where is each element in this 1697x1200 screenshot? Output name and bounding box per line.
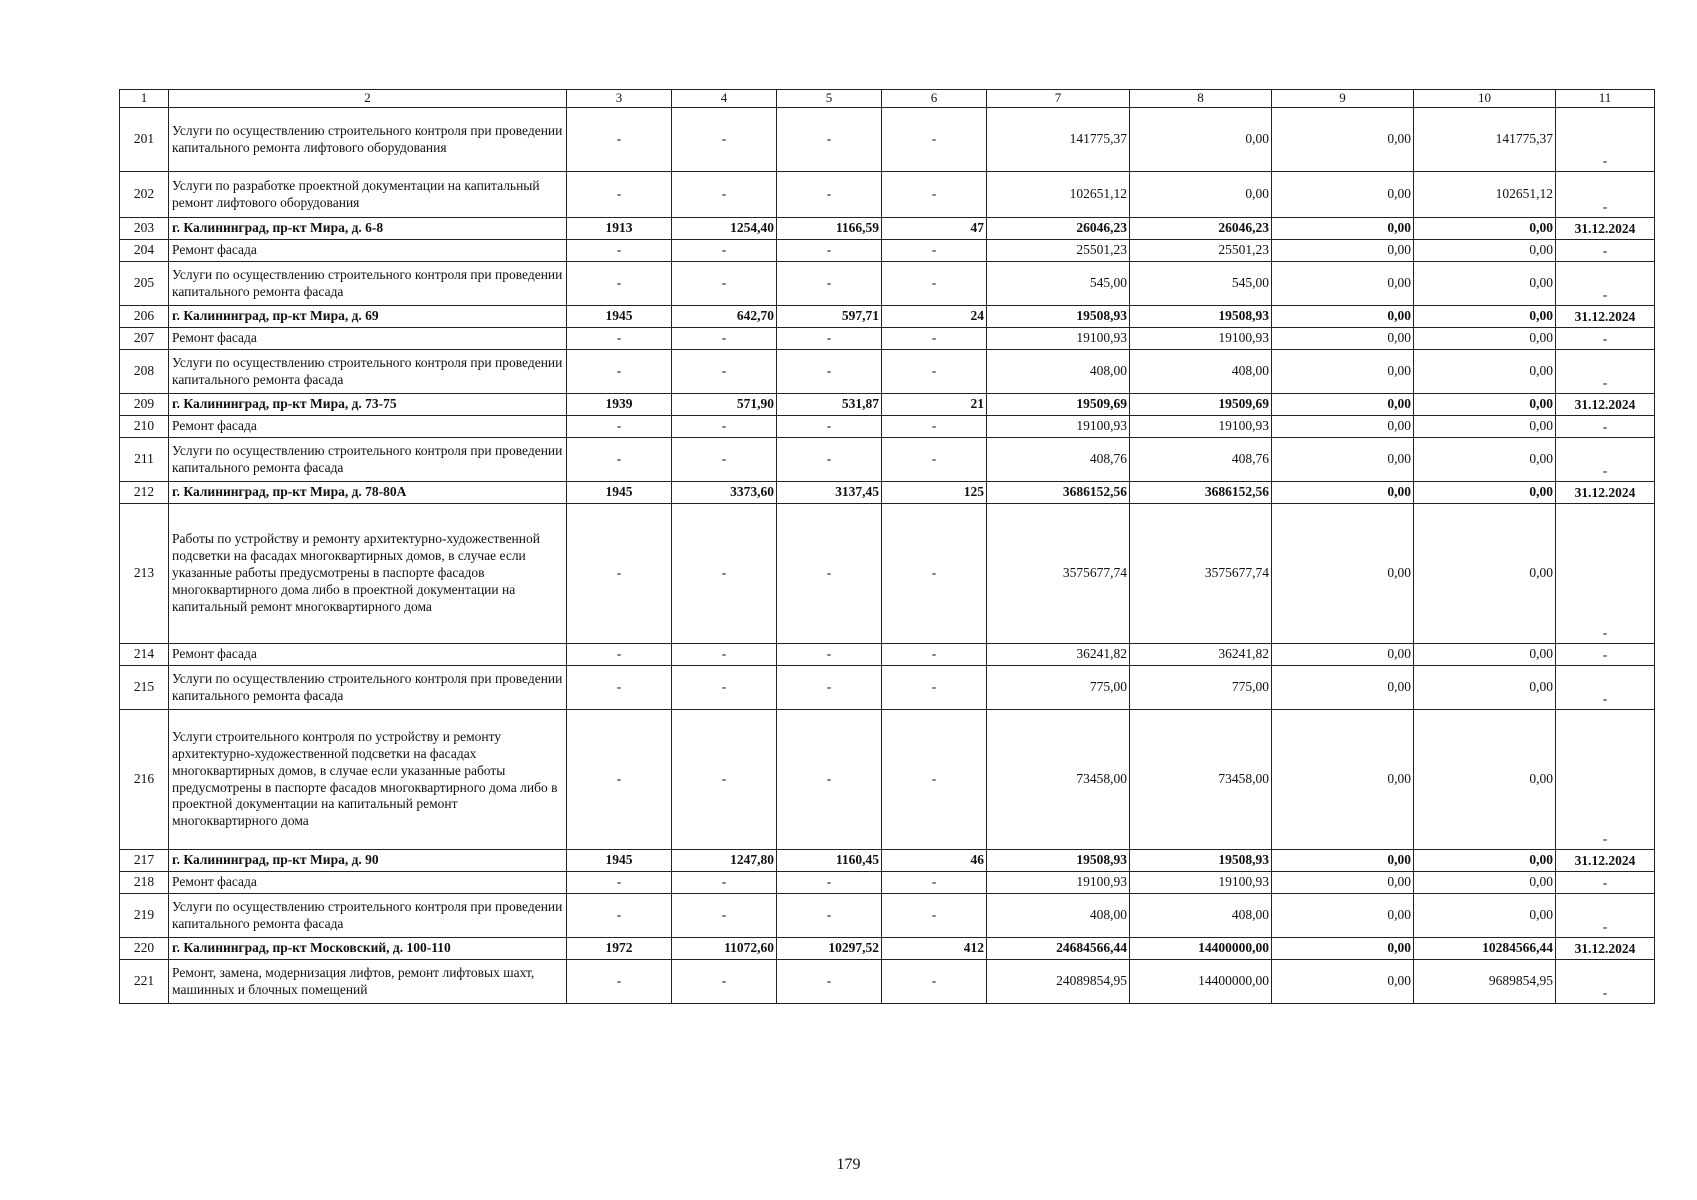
work-name-cell: Ремонт фасада (169, 416, 567, 438)
row-number-cell: 214 (120, 644, 169, 666)
total-cost-cell: 36241,82 (987, 644, 1130, 666)
table-row (120, 438, 1655, 482)
budget-amount-cell: 0,00 (1272, 938, 1414, 960)
fund-amount-cell: 0,00 (1130, 108, 1272, 172)
total-area-cell: - (672, 262, 777, 306)
residents-count-cell: - (882, 172, 987, 218)
work-name-cell: Работы по устройству и ремонту архитектурно-художественной подсветки на фасадах многоквартирных домов, в случае если указанные работы предусмотрены в паспорте фасадов многоквартирного дома либо в проектной документации на капитальный ремонт многоквартирного дома (169, 504, 567, 644)
budget-amount-cell: 0,00 (1272, 666, 1414, 710)
residents-count-cell: - (882, 328, 987, 350)
work-name-cell: Услуги по осуществлению строительного контроля при проведении капитального ремонта фасада (169, 350, 567, 394)
work-name-cell: г. Калининград, пр-кт Мира, д. 90 (169, 850, 567, 872)
completion-date-cell: - (1556, 710, 1655, 850)
row-number-cell: 218 (120, 872, 169, 894)
work-name-cell: г. Калининград, пр-кт Московский, д. 100-110 (169, 938, 567, 960)
table-row (120, 482, 1655, 504)
residential-area-cell: - (777, 350, 882, 394)
residents-count-cell: - (882, 666, 987, 710)
total-area-cell: - (672, 666, 777, 710)
residents-count-cell: 125 (882, 482, 987, 504)
row-number-cell: 201 (120, 108, 169, 172)
residents-count-cell: - (882, 350, 987, 394)
completion-date-cell: 31.12.2024 (1556, 482, 1655, 504)
total-cost-cell: 24089854,95 (987, 960, 1130, 1004)
owners-amount-cell: 0,00 (1414, 438, 1556, 482)
year-built-cell: - (567, 328, 672, 350)
owners-amount-cell: 0,00 (1414, 306, 1556, 328)
year-built-cell: - (567, 438, 672, 482)
owners-amount-cell: 0,00 (1414, 416, 1556, 438)
work-name-cell: Ремонт, замена, модернизация лифтов, ремонт лифтовых шахт, машинных и блочных помещений (169, 960, 567, 1004)
residential-area-cell: - (777, 240, 882, 262)
completion-date-cell: - (1556, 438, 1655, 482)
owners-amount-cell: 0,00 (1414, 872, 1556, 894)
total-area-cell: - (672, 108, 777, 172)
table-row (120, 710, 1655, 850)
work-name-cell: г. Калининград, пр-кт Мира, д. 78-80А (169, 482, 567, 504)
work-name-cell: Услуги по осуществлению строительного контроля при проведении капитального ремонта лифтового оборудования (169, 108, 567, 172)
fund-amount-cell: 19509,69 (1130, 394, 1272, 416)
completion-date-cell: - (1556, 960, 1655, 1004)
owners-amount-cell: 0,00 (1414, 666, 1556, 710)
total-cost-cell: 3575677,74 (987, 504, 1130, 644)
residents-count-cell: - (882, 262, 987, 306)
budget-amount-cell: 0,00 (1272, 108, 1414, 172)
fund-amount-cell: 545,00 (1130, 262, 1272, 306)
residential-area-cell: - (777, 872, 882, 894)
row-number-cell: 213 (120, 504, 169, 644)
owners-amount-cell: 9689854,95 (1414, 960, 1556, 1004)
row-number-cell: 216 (120, 710, 169, 850)
fund-amount-cell: 408,00 (1130, 894, 1272, 938)
fund-amount-cell: 14400000,00 (1130, 960, 1272, 1004)
total-area-cell: 571,90 (672, 394, 777, 416)
budget-amount-cell: 0,00 (1272, 262, 1414, 306)
year-built-cell: 1945 (567, 850, 672, 872)
table-row (120, 240, 1655, 262)
residential-area-cell: 1160,45 (777, 850, 882, 872)
year-built-cell: 1945 (567, 306, 672, 328)
residents-count-cell: - (882, 710, 987, 850)
row-number-cell: 207 (120, 328, 169, 350)
budget-amount-cell: 0,00 (1272, 218, 1414, 240)
residential-area-cell: 597,71 (777, 306, 882, 328)
fund-amount-cell: 19100,93 (1130, 328, 1272, 350)
total-area-cell: - (672, 172, 777, 218)
completion-date-cell: - (1556, 262, 1655, 306)
col-header: 3 (567, 90, 672, 108)
table-row (120, 416, 1655, 438)
total-area-cell: 1254,40 (672, 218, 777, 240)
total-cost-cell: 73458,00 (987, 710, 1130, 850)
budget-amount-cell: 0,00 (1272, 850, 1414, 872)
table-row (120, 666, 1655, 710)
residents-count-cell: 46 (882, 850, 987, 872)
col-header: 8 (1130, 90, 1272, 108)
owners-amount-cell: 0,00 (1414, 644, 1556, 666)
total-area-cell: - (672, 350, 777, 394)
year-built-cell: - (567, 894, 672, 938)
residential-area-cell: - (777, 666, 882, 710)
row-number-cell: 208 (120, 350, 169, 394)
total-area-cell: - (672, 328, 777, 350)
year-built-cell: - (567, 710, 672, 850)
col-header: 11 (1556, 90, 1655, 108)
table-row (120, 218, 1655, 240)
work-name-cell: г. Калининград, пр-кт Мира, д. 73-75 (169, 394, 567, 416)
budget-amount-cell: 0,00 (1272, 710, 1414, 850)
table-header-row (120, 90, 1655, 108)
completion-date-cell: - (1556, 108, 1655, 172)
residential-area-cell: - (777, 960, 882, 1004)
owners-amount-cell: 0,00 (1414, 504, 1556, 644)
total-area-cell: - (672, 960, 777, 1004)
work-name-cell: Услуги строительного контроля по устройству и ремонту архитектурно-художественной подсветки на фасадах многоквартирных домов, в случае если указанные работы предусмотрены в паспорте фасадов многоквартирного дома либо в проектной документации на капитальный ремонт многоквартирного дома (169, 710, 567, 850)
year-built-cell: 1913 (567, 218, 672, 240)
year-built-cell: - (567, 416, 672, 438)
total-cost-cell: 545,00 (987, 262, 1130, 306)
residents-count-cell: 412 (882, 938, 987, 960)
col-header: 10 (1414, 90, 1556, 108)
row-number-cell: 210 (120, 416, 169, 438)
total-cost-cell: 19508,93 (987, 306, 1130, 328)
fund-amount-cell: 19100,93 (1130, 872, 1272, 894)
table-row (120, 108, 1655, 172)
total-area-cell: 11072,60 (672, 938, 777, 960)
work-name-cell: Услуги по осуществлению строительного контроля при проведении капитального ремонта фасада (169, 262, 567, 306)
works-table (119, 89, 1655, 1004)
total-area-cell: - (672, 438, 777, 482)
residents-count-cell: - (882, 438, 987, 482)
owners-amount-cell: 0,00 (1414, 350, 1556, 394)
year-built-cell: - (567, 666, 672, 710)
completion-date-cell: 31.12.2024 (1556, 850, 1655, 872)
total-cost-cell: 19100,93 (987, 416, 1130, 438)
work-name-cell: Ремонт фасада (169, 644, 567, 666)
fund-amount-cell: 36241,82 (1130, 644, 1272, 666)
year-built-cell: 1972 (567, 938, 672, 960)
total-area-cell: - (672, 504, 777, 644)
total-cost-cell: 102651,12 (987, 172, 1130, 218)
budget-amount-cell: 0,00 (1272, 172, 1414, 218)
residents-count-cell: 21 (882, 394, 987, 416)
page-number: 179 (836, 1156, 861, 1173)
total-area-cell: - (672, 240, 777, 262)
budget-amount-cell: 0,00 (1272, 872, 1414, 894)
total-cost-cell: 19509,69 (987, 394, 1130, 416)
year-built-cell: 1939 (567, 394, 672, 416)
budget-amount-cell: 0,00 (1272, 394, 1414, 416)
budget-amount-cell: 0,00 (1272, 240, 1414, 262)
year-built-cell: - (567, 108, 672, 172)
col-header: 7 (987, 90, 1130, 108)
total-cost-cell: 408,00 (987, 894, 1130, 938)
fund-amount-cell: 408,00 (1130, 350, 1272, 394)
budget-amount-cell: 0,00 (1272, 504, 1414, 644)
residential-area-cell: 3137,45 (777, 482, 882, 504)
year-built-cell: - (567, 644, 672, 666)
table-row (120, 350, 1655, 394)
total-area-cell: - (672, 894, 777, 938)
table-row (120, 262, 1655, 306)
row-number-cell: 220 (120, 938, 169, 960)
table-row (120, 644, 1655, 666)
table-row (120, 850, 1655, 872)
year-built-cell: - (567, 960, 672, 1004)
owners-amount-cell: 0,00 (1414, 218, 1556, 240)
total-area-cell: - (672, 710, 777, 850)
year-built-cell: - (567, 262, 672, 306)
owners-amount-cell: 102651,12 (1414, 172, 1556, 218)
work-name-cell: г. Калининград, пр-кт Мира, д. 69 (169, 306, 567, 328)
total-cost-cell: 25501,23 (987, 240, 1130, 262)
work-name-cell: Ремонт фасада (169, 872, 567, 894)
owners-amount-cell: 0,00 (1414, 394, 1556, 416)
budget-amount-cell: 0,00 (1272, 960, 1414, 1004)
residential-area-cell: - (777, 108, 882, 172)
residential-area-cell: - (777, 710, 882, 850)
total-area-cell: - (672, 416, 777, 438)
table-row (120, 960, 1655, 1004)
table-row (120, 394, 1655, 416)
year-built-cell: - (567, 350, 672, 394)
year-built-cell: - (567, 172, 672, 218)
residential-area-cell: - (777, 262, 882, 306)
work-name-cell: г. Калининград, пр-кт Мира, д. 6-8 (169, 218, 567, 240)
owners-amount-cell: 0,00 (1414, 710, 1556, 850)
total-cost-cell: 19100,93 (987, 328, 1130, 350)
work-name-cell: Услуги по разработке проектной документации на капитальный ремонт лифтового оборудования (169, 172, 567, 218)
year-built-cell: - (567, 872, 672, 894)
owners-amount-cell: 0,00 (1414, 894, 1556, 938)
residential-area-cell: - (777, 504, 882, 644)
total-cost-cell: 19100,93 (987, 872, 1130, 894)
total-area-cell: - (672, 872, 777, 894)
table-row (120, 872, 1655, 894)
col-header: 1 (120, 90, 169, 108)
table-row (120, 328, 1655, 350)
completion-date-cell: - (1556, 872, 1655, 894)
row-number-cell: 219 (120, 894, 169, 938)
row-number-cell: 217 (120, 850, 169, 872)
completion-date-cell: - (1556, 350, 1655, 394)
work-name-cell: Ремонт фасада (169, 328, 567, 350)
residents-count-cell: - (882, 960, 987, 1004)
total-cost-cell: 3686152,56 (987, 482, 1130, 504)
residential-area-cell: 10297,52 (777, 938, 882, 960)
residents-count-cell: 24 (882, 306, 987, 328)
work-name-cell: Услуги по осуществлению строительного контроля при проведении капитального ремонта фасада (169, 438, 567, 482)
completion-date-cell: - (1556, 504, 1655, 644)
row-number-cell: 215 (120, 666, 169, 710)
total-area-cell: 3373,60 (672, 482, 777, 504)
fund-amount-cell: 3686152,56 (1130, 482, 1272, 504)
row-number-cell: 205 (120, 262, 169, 306)
completion-date-cell: - (1556, 644, 1655, 666)
fund-amount-cell: 19508,93 (1130, 306, 1272, 328)
row-number-cell: 212 (120, 482, 169, 504)
budget-amount-cell: 0,00 (1272, 482, 1414, 504)
completion-date-cell: - (1556, 894, 1655, 938)
owners-amount-cell: 0,00 (1414, 482, 1556, 504)
total-cost-cell: 24684566,44 (987, 938, 1130, 960)
residents-count-cell: - (882, 872, 987, 894)
fund-amount-cell: 775,00 (1130, 666, 1272, 710)
residents-count-cell: - (882, 644, 987, 666)
residents-count-cell: - (882, 504, 987, 644)
owners-amount-cell: 0,00 (1414, 240, 1556, 262)
fund-amount-cell: 0,00 (1130, 172, 1272, 218)
residential-area-cell: - (777, 644, 882, 666)
row-number-cell: 209 (120, 394, 169, 416)
row-number-cell: 211 (120, 438, 169, 482)
residential-area-cell: - (777, 416, 882, 438)
row-number-cell: 204 (120, 240, 169, 262)
completion-date-cell: - (1556, 240, 1655, 262)
residential-area-cell: - (777, 894, 882, 938)
fund-amount-cell: 19100,93 (1130, 416, 1272, 438)
total-cost-cell: 19508,93 (987, 850, 1130, 872)
fund-amount-cell: 25501,23 (1130, 240, 1272, 262)
residents-count-cell: - (882, 416, 987, 438)
residents-count-cell: 47 (882, 218, 987, 240)
total-area-cell: 1247,80 (672, 850, 777, 872)
owners-amount-cell: 0,00 (1414, 262, 1556, 306)
row-number-cell: 203 (120, 218, 169, 240)
work-name-cell: Услуги по осуществлению строительного контроля при проведении капитального ремонта фасада (169, 666, 567, 710)
budget-amount-cell: 0,00 (1272, 438, 1414, 482)
residential-area-cell: 1166,59 (777, 218, 882, 240)
budget-amount-cell: 0,00 (1272, 416, 1414, 438)
year-built-cell: - (567, 504, 672, 644)
col-header: 2 (169, 90, 567, 108)
budget-amount-cell: 0,00 (1272, 350, 1414, 394)
budget-amount-cell: 0,00 (1272, 894, 1414, 938)
residents-count-cell: - (882, 108, 987, 172)
fund-amount-cell: 19508,93 (1130, 850, 1272, 872)
completion-date-cell: 31.12.2024 (1556, 938, 1655, 960)
budget-amount-cell: 0,00 (1272, 328, 1414, 350)
total-cost-cell: 408,00 (987, 350, 1130, 394)
work-name-cell: Услуги по осуществлению строительного контроля при проведении капитального ремонта фасада (169, 894, 567, 938)
table-row (120, 172, 1655, 218)
residential-area-cell: - (777, 438, 882, 482)
residents-count-cell: - (882, 240, 987, 262)
fund-amount-cell: 408,76 (1130, 438, 1272, 482)
col-header: 4 (672, 90, 777, 108)
owners-amount-cell: 0,00 (1414, 850, 1556, 872)
total-area-cell: 642,70 (672, 306, 777, 328)
total-cost-cell: 775,00 (987, 666, 1130, 710)
budget-amount-cell: 0,00 (1272, 306, 1414, 328)
year-built-cell: - (567, 240, 672, 262)
owners-amount-cell: 0,00 (1414, 328, 1556, 350)
table-row (120, 504, 1655, 644)
completion-date-cell: - (1556, 666, 1655, 710)
table-body (120, 90, 1655, 1004)
work-name-cell: Ремонт фасада (169, 240, 567, 262)
residential-area-cell: 531,87 (777, 394, 882, 416)
table-row (120, 894, 1655, 938)
residential-area-cell: - (777, 172, 882, 218)
owners-amount-cell: 10284566,44 (1414, 938, 1556, 960)
fund-amount-cell: 26046,23 (1130, 218, 1272, 240)
fund-amount-cell: 73458,00 (1130, 710, 1272, 850)
year-built-cell: 1945 (567, 482, 672, 504)
completion-date-cell: 31.12.2024 (1556, 394, 1655, 416)
col-header: 5 (777, 90, 882, 108)
completion-date-cell: - (1556, 172, 1655, 218)
fund-amount-cell: 3575677,74 (1130, 504, 1272, 644)
completion-date-cell: - (1556, 416, 1655, 438)
table-row (120, 938, 1655, 960)
residents-count-cell: - (882, 894, 987, 938)
total-cost-cell: 141775,37 (987, 108, 1130, 172)
row-number-cell: 221 (120, 960, 169, 1004)
total-cost-cell: 26046,23 (987, 218, 1130, 240)
row-number-cell: 206 (120, 306, 169, 328)
completion-date-cell: 31.12.2024 (1556, 306, 1655, 328)
col-header: 9 (1272, 90, 1414, 108)
owners-amount-cell: 141775,37 (1414, 108, 1556, 172)
total-area-cell: - (672, 644, 777, 666)
col-header: 6 (882, 90, 987, 108)
budget-amount-cell: 0,00 (1272, 644, 1414, 666)
row-number-cell: 202 (120, 172, 169, 218)
table-row (120, 306, 1655, 328)
completion-date-cell: 31.12.2024 (1556, 218, 1655, 240)
completion-date-cell: - (1556, 328, 1655, 350)
residential-area-cell: - (777, 328, 882, 350)
fund-amount-cell: 14400000,00 (1130, 938, 1272, 960)
total-cost-cell: 408,76 (987, 438, 1130, 482)
